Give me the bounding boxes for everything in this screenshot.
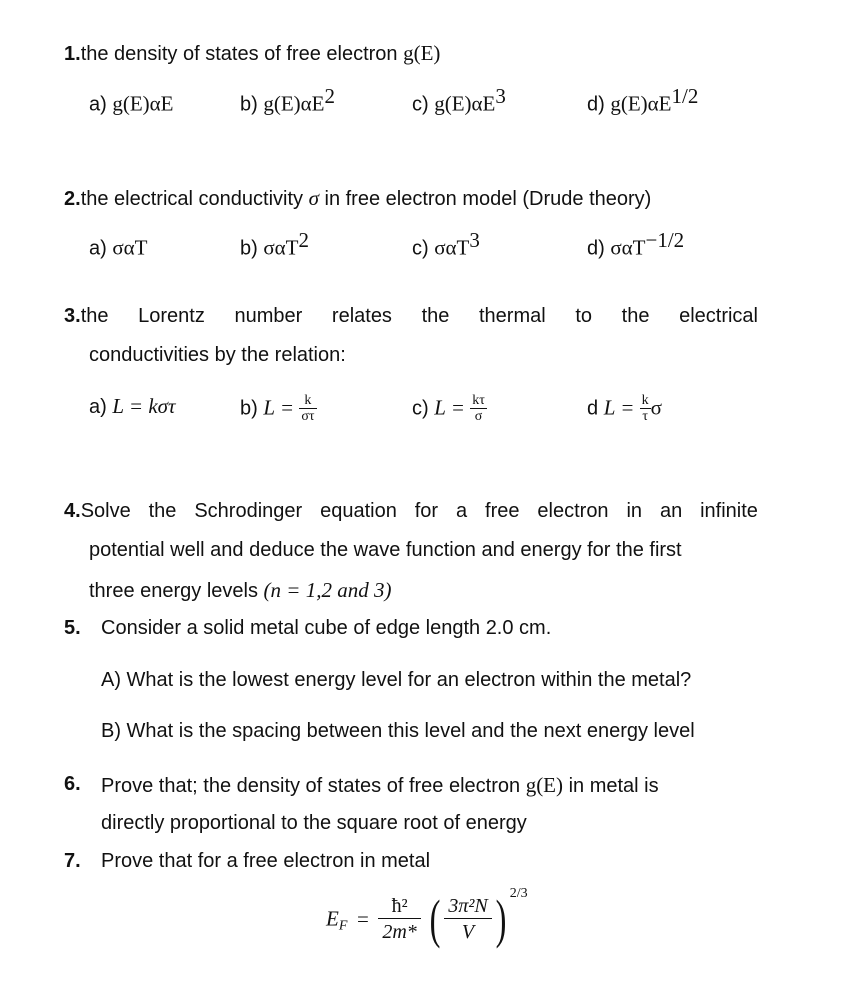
question-line-1: Prove that; the density of states of free electron g(E) in metal is xyxy=(101,773,659,797)
option-d[interactable]: d L = $\frac{k}{\tau}$ σ xyxy=(587,393,662,424)
question-1 xyxy=(64,41,440,66)
fraction: $\frac{k}{\sigma\tau}$ xyxy=(301,393,315,424)
question-text: the density of states of free electron xyxy=(80,43,404,65)
left-paren: ( xyxy=(429,889,441,949)
fraction: $\frac{\text{ħ²}}{2m*}$ xyxy=(378,894,420,945)
question-number: 2. xyxy=(64,188,81,210)
math-expression: g(E) xyxy=(403,41,441,65)
question-line-2: conductivities by the relation: xyxy=(89,344,346,366)
math-expression: (n = 1,2 and 3) xyxy=(263,578,392,602)
option-b[interactable]: b) $g(E)\alpha E^2$ xyxy=(240,84,335,116)
option-b[interactable]: b) σαT$^2$ xyxy=(240,228,309,260)
question-4: 4.Solve the Schrodinger equation for a free electron in an infinite xyxy=(64,500,758,522)
fermi-energy-equation: $E_F$ = $\frac{\text{ħ²}}{2m*}$ ( $\frac{\text{3π²N}}{V}$ ) $^{2/3}$ xyxy=(326,886,528,949)
question-line-1: 4.Solve xyxy=(64,500,131,522)
question-number: 7. xyxy=(64,850,81,872)
question-number: 3. xyxy=(64,305,81,327)
option-a[interactable]: a) L = kστ xyxy=(89,394,176,418)
question-7 xyxy=(64,850,81,873)
option-d[interactable]: d) $g(E)\alpha E^{1/2}$ xyxy=(587,84,699,116)
question-line-2: potential well and deduce the wave function and energy for the first xyxy=(89,539,682,561)
question-number: 5. xyxy=(64,617,81,639)
fraction: $\frac{\text{3π²N}}{V}$ xyxy=(444,894,491,945)
question-text: Prove that for a free electron in metal xyxy=(101,850,431,872)
question-line-1: 3.the xyxy=(64,305,109,327)
question-6 xyxy=(64,773,81,796)
question-number: 1. xyxy=(64,43,81,65)
sub-question-b: B) What is the spacing between this level and the next energy level xyxy=(101,720,695,742)
question-5 xyxy=(64,617,81,640)
option-d[interactable]: d) σαT$^{-1/2}$ xyxy=(587,228,685,260)
option-c[interactable]: c) $g(E)\alpha E^3$ xyxy=(412,84,506,116)
question-text: Consider a solid metal cube of edge length 2.0 cm. xyxy=(101,617,552,639)
right-paren: ) xyxy=(495,889,507,949)
question-number: 6. xyxy=(64,773,81,795)
option-a[interactable]: a) σαT xyxy=(89,235,148,260)
fraction: $\frac{k}{\tau}$ xyxy=(641,393,649,424)
question-line-2: directly proportional to the square root of energy xyxy=(101,812,527,834)
option-c[interactable]: c) L = $\frac{k\tau}{\sigma}$ xyxy=(412,393,485,424)
question-3: 3.the Lorentz number relates the thermal to the electrical xyxy=(64,305,758,327)
option-a[interactable]: a) g(E)αE xyxy=(89,91,174,116)
exponent: 2/3 xyxy=(509,886,528,901)
question-number: 4. xyxy=(64,500,81,522)
fraction: $\frac{k\tau}{\sigma}$ xyxy=(472,393,485,424)
sigma-symbol: σ xyxy=(308,186,319,210)
question-2: 2.the electrical conductivity σ in free electron model (Drude theory) xyxy=(64,186,652,210)
option-b[interactable]: b) L = $\frac{k}{\sigma\tau}$ xyxy=(240,393,315,424)
math-expression: g(E) xyxy=(525,773,564,797)
option-c[interactable]: c) σαT$^3$ xyxy=(412,228,480,260)
question-line-3: three energy levels (n = 1,2 and 3) xyxy=(89,578,392,602)
sub-question-a: A) What is the lowest energy level for an electron within the metal? xyxy=(101,669,692,691)
